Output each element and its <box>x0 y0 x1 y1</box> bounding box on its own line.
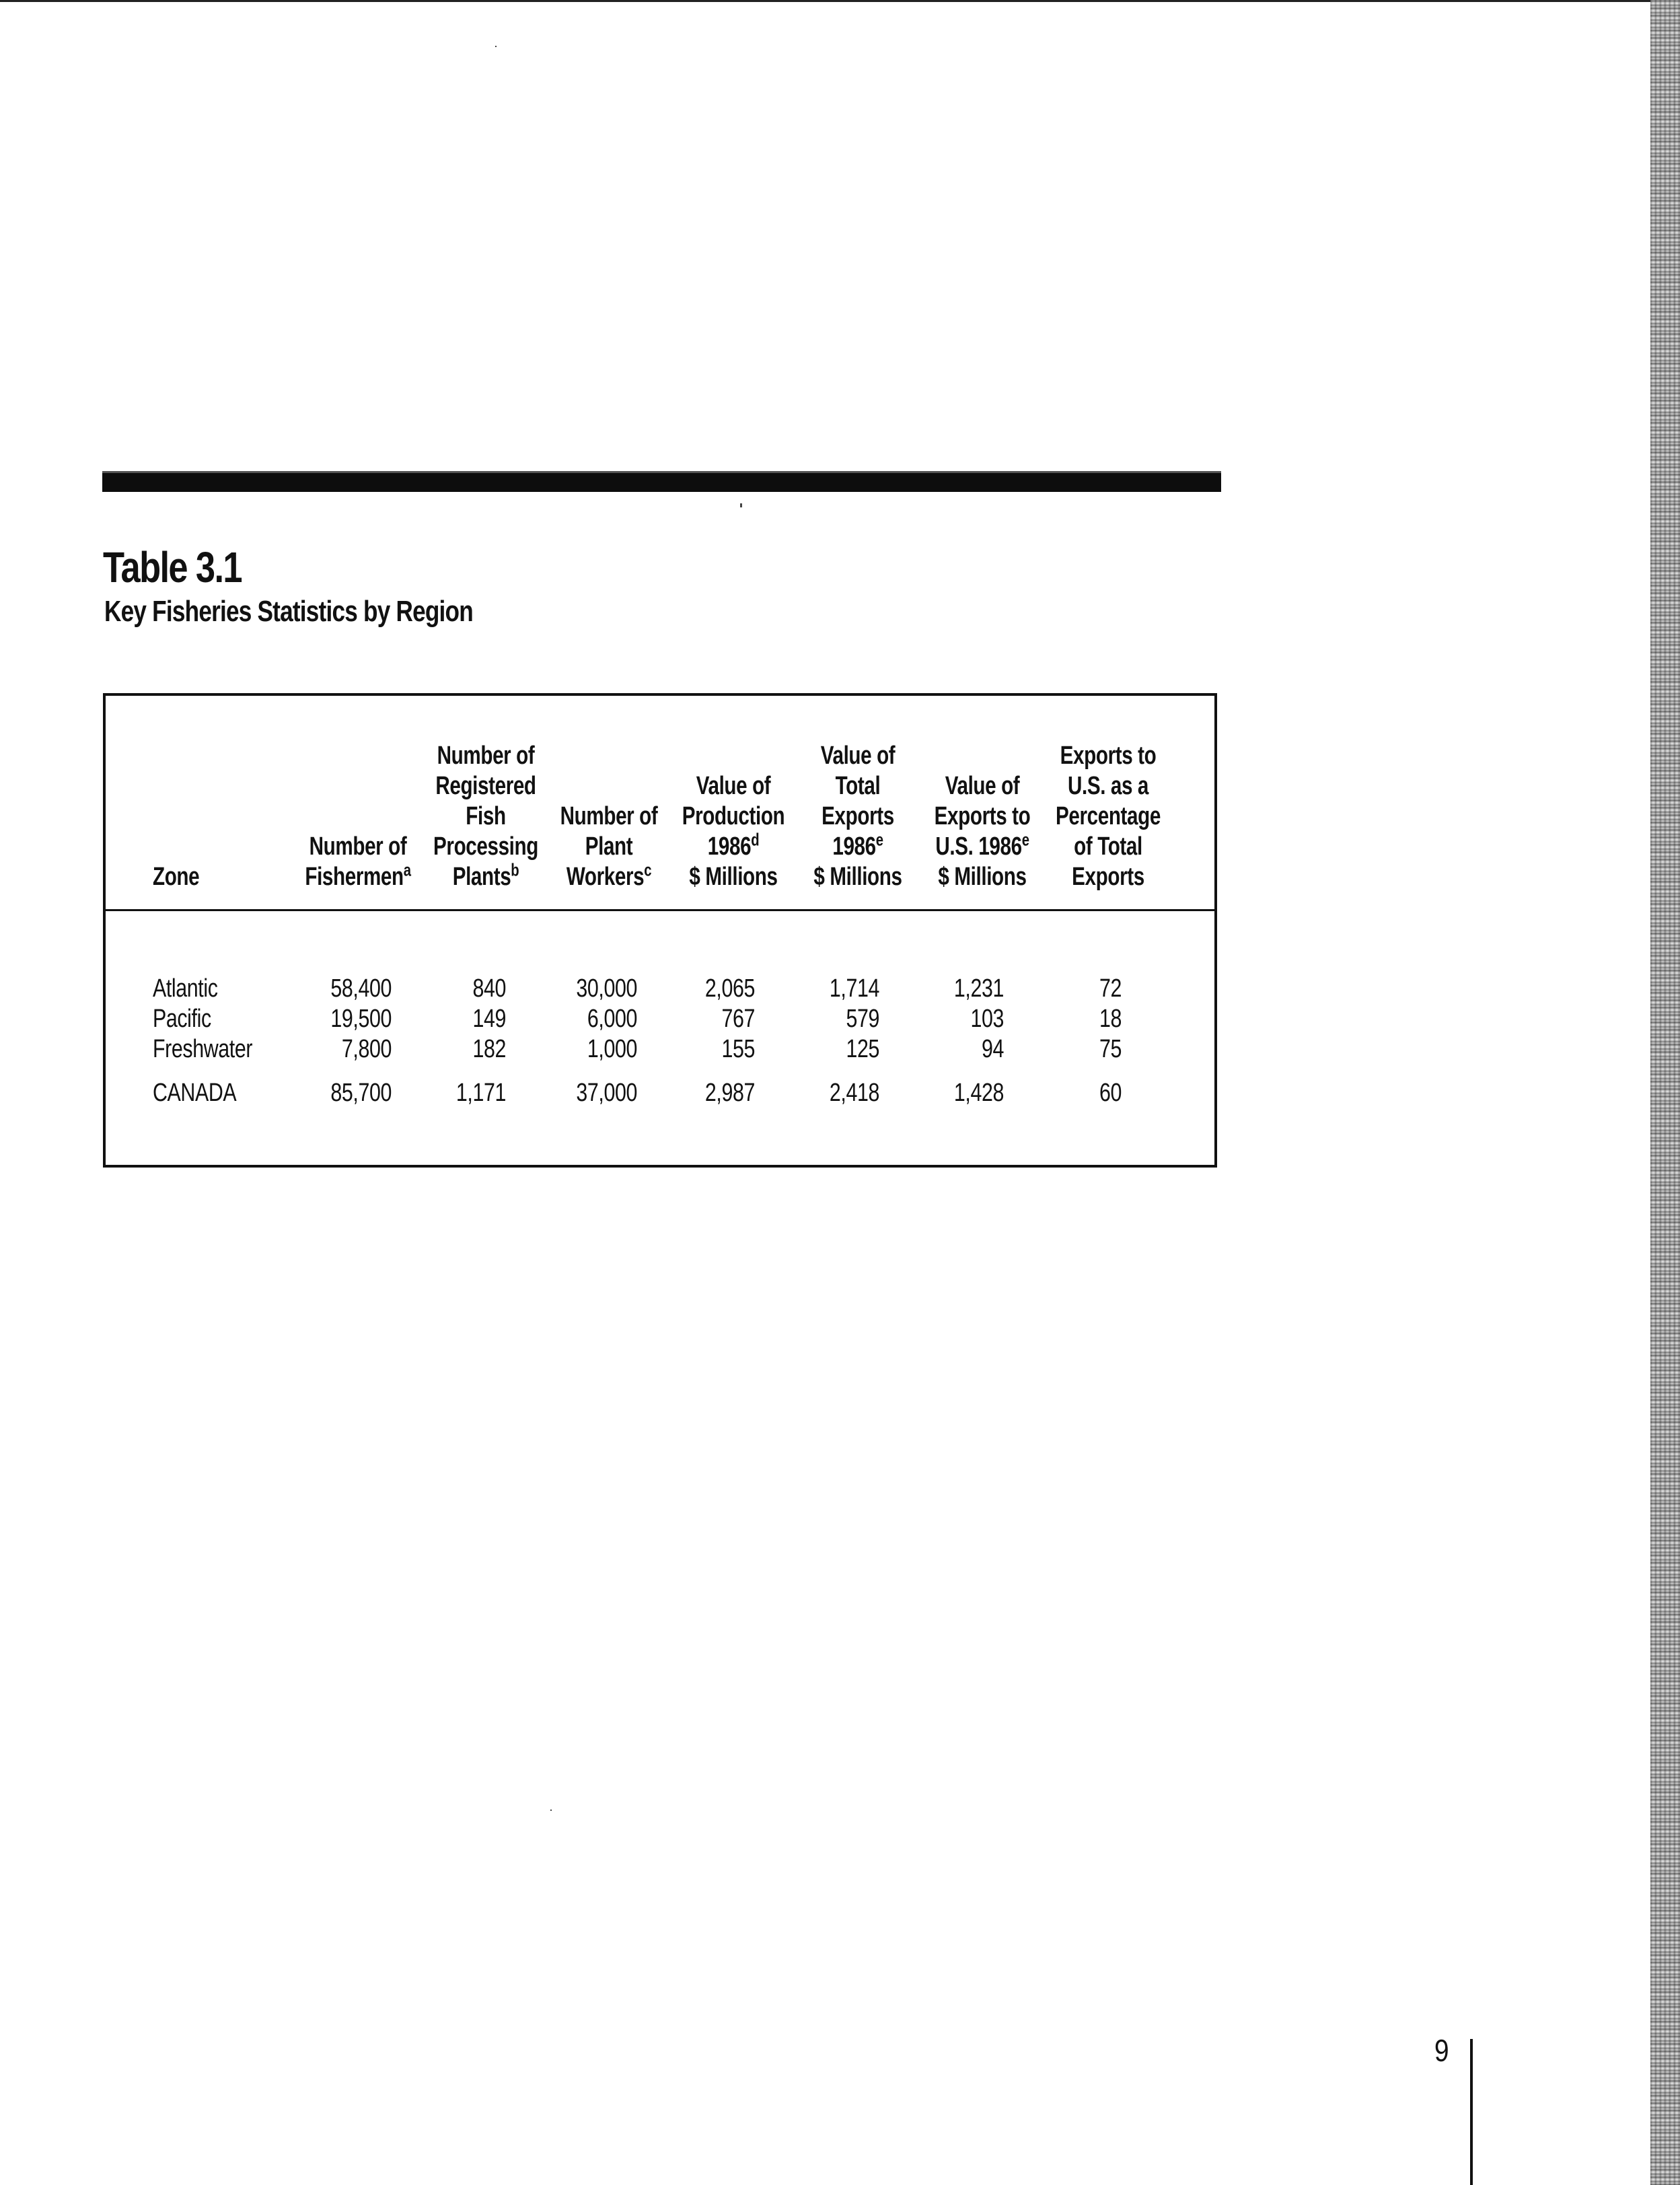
table-subtitle: Key Fisheries Statistics by Region <box>104 595 473 628</box>
value-cell: 6,000 <box>587 1005 637 1033</box>
page-number: 9 <box>1434 2033 1449 2068</box>
value-cell: 72 <box>1099 974 1122 1003</box>
zone-cell: Pacific <box>153 1005 211 1033</box>
value-cell: 103 <box>970 1005 1004 1033</box>
value-cell: 85,700 <box>330 1079 392 1107</box>
zone-cell: CANADA <box>153 1079 237 1107</box>
value-cell: 2,065 <box>704 974 755 1003</box>
value-cell: 1,000 <box>587 1035 637 1063</box>
top-border-line <box>0 0 1655 2</box>
value-cell: 19,500 <box>330 1005 392 1033</box>
value-cell: 75 <box>1099 1035 1122 1063</box>
value-cell: 182 <box>472 1035 506 1063</box>
column-header: Value of Production 1986$^d$ $ Millions <box>682 772 785 891</box>
value-cell: 149 <box>472 1005 506 1033</box>
column-header: Zone <box>153 863 200 891</box>
value-cell: 37,000 <box>576 1079 637 1107</box>
scan-speck <box>740 503 742 507</box>
column-header: Value of Exports to U.S. 1986e $ Millions <box>934 772 1031 891</box>
value-cell: 94 <box>981 1035 1004 1063</box>
zone-cell: Atlantic <box>153 974 218 1003</box>
fisheries-table <box>103 693 1217 1168</box>
value-cell: 1,714 <box>829 974 879 1003</box>
value-cell: 1,231 <box>953 974 1004 1003</box>
column-header: Value of Total Exports 1986e $ Millions <box>813 742 902 891</box>
value-cell: 767 <box>721 1005 755 1033</box>
scanned-page-edge <box>1650 0 1680 2185</box>
column-header: Exports to U.S. as a Percentage of Total Exports <box>1056 742 1161 891</box>
scan-speck <box>550 1810 552 1811</box>
value-cell: 2,987 <box>704 1079 755 1107</box>
column-header: Number of Fishermen$^a$ <box>305 832 411 891</box>
zone-cell: Freshwater <box>153 1035 253 1063</box>
table-label: Table 3.1 <box>103 543 242 592</box>
section-divider-bar <box>102 471 1221 492</box>
value-cell: 1,428 <box>953 1079 1004 1107</box>
value-cell: 60 <box>1099 1079 1122 1107</box>
value-cell: 125 <box>846 1035 879 1063</box>
value-cell: 155 <box>721 1035 755 1063</box>
column-header: Number of Plant Workers$^c$ <box>560 802 658 891</box>
value-cell: 840 <box>472 974 506 1003</box>
scan-speck <box>495 46 497 47</box>
page-margin-rule <box>1470 2039 1473 2185</box>
column-header: Number of Registered Fish Processing Plants$^b$ <box>433 742 538 891</box>
header-divider <box>106 909 1214 911</box>
value-cell: 2,418 <box>829 1079 879 1107</box>
value-cell: 7,800 <box>341 1035 392 1063</box>
value-cell: 18 <box>1099 1005 1122 1033</box>
value-cell: 1,171 <box>455 1079 506 1107</box>
value-cell: 58,400 <box>330 974 392 1003</box>
value-cell: 579 <box>846 1005 879 1033</box>
value-cell: 30,000 <box>576 974 637 1003</box>
